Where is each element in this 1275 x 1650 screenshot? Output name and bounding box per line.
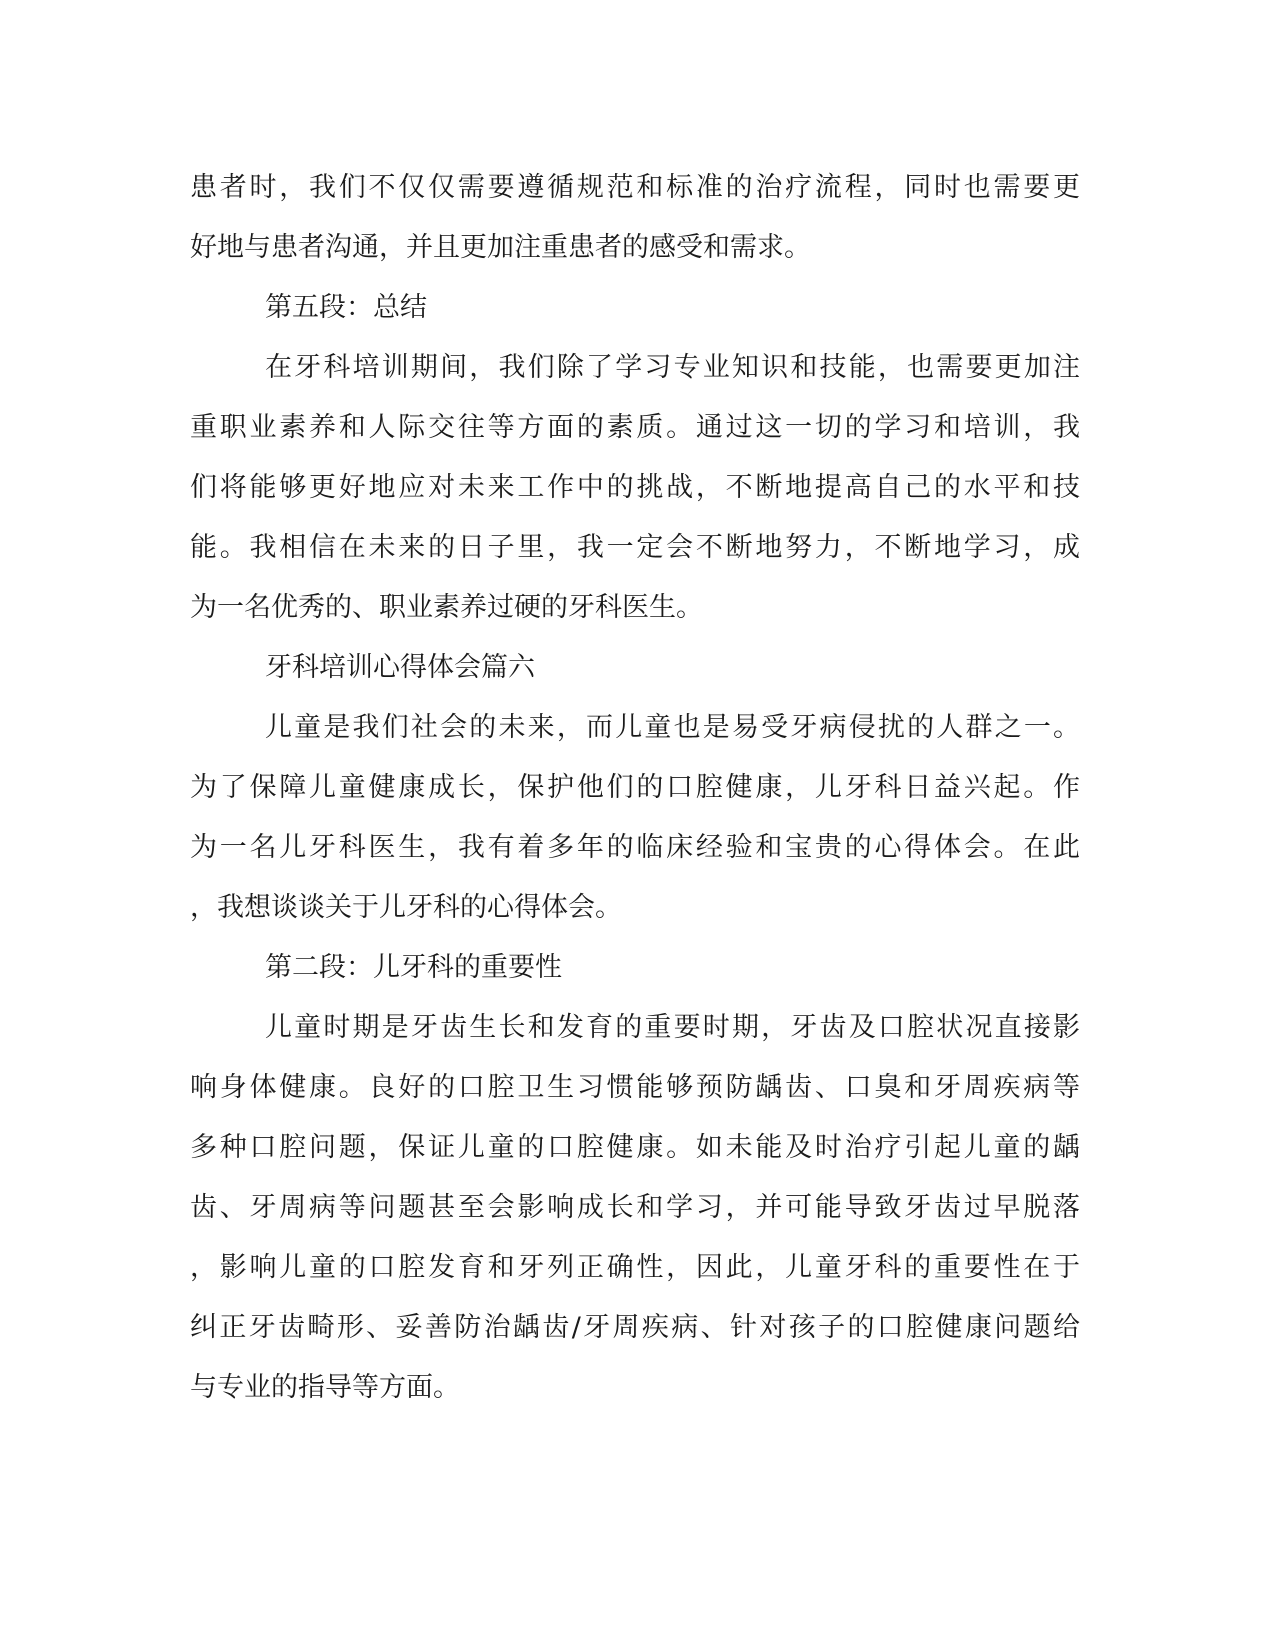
text-line: 们将能够更好地应对未来工作中的挑战，不断地提高自己的水平和技 (190, 472, 1080, 503)
text-line: 响身体健康。良好的口腔卫生习惯能够预防龋齿、口臭和牙周疾病等 (190, 1072, 1080, 1103)
text-line: 多种口腔问题，保证儿童的口腔健康。如未能及时治疗引起儿童的龋 (190, 1132, 1080, 1163)
text-line: 能。我相信在未来的日子里，我一定会不断地努力，不断地学习，成 (190, 532, 1080, 563)
text-line: ，影响儿童的口腔发育和牙列正确性，因此，儿童牙科的重要性在于 (190, 1252, 1080, 1283)
text-line: 为了保障儿童健康成长，保护他们的口腔健康，儿牙科日益兴起。作 (190, 772, 1080, 803)
text-line: ，我想谈谈关于儿牙科的心得体会。 (190, 892, 622, 923)
text-line: 第二段：儿牙科的重要性 (265, 952, 562, 983)
text-line: 齿、牙周病等问题甚至会影响成长和学习，并可能导致牙齿过早脱落 (190, 1192, 1080, 1223)
text-line: 患者时，我们不仅仅需要遵循规范和标准的治疗流程，同时也需要更 (190, 172, 1080, 203)
text-line: 好地与患者沟通，并且更加注重患者的感受和需求。 (190, 232, 811, 263)
text-line: 在牙科培训期间，我们除了学习专业知识和技能，也需要更加注 (265, 352, 1080, 383)
text-line: 与专业的指导等方面。 (190, 1372, 460, 1403)
text-line: 为一名优秀的、职业素养过硬的牙科医生。 (190, 592, 703, 623)
text-line: 儿童时期是牙齿生长和发育的重要时期，牙齿及口腔状况直接影 (265, 1012, 1080, 1043)
text-line: 为一名儿牙科医生，我有着多年的临床经验和宝贵的心得体会。在此 (190, 832, 1080, 863)
text-line: 纠正牙齿畸形、妥善防治龋齿/牙周疾病、针对孩子的口腔健康问题给 (190, 1312, 1080, 1343)
text-line: 重职业素养和人际交往等方面的素质。通过这一切的学习和培训，我 (190, 412, 1080, 443)
document-body (190, 158, 1080, 1418)
text-line: 牙科培训心得体会篇六 (265, 652, 535, 683)
text-line: 第五段：总结 (265, 292, 427, 323)
text-line: 儿童是我们社会的未来，而儿童也是易受牙病侵扰的人群之一。 (265, 712, 1080, 743)
